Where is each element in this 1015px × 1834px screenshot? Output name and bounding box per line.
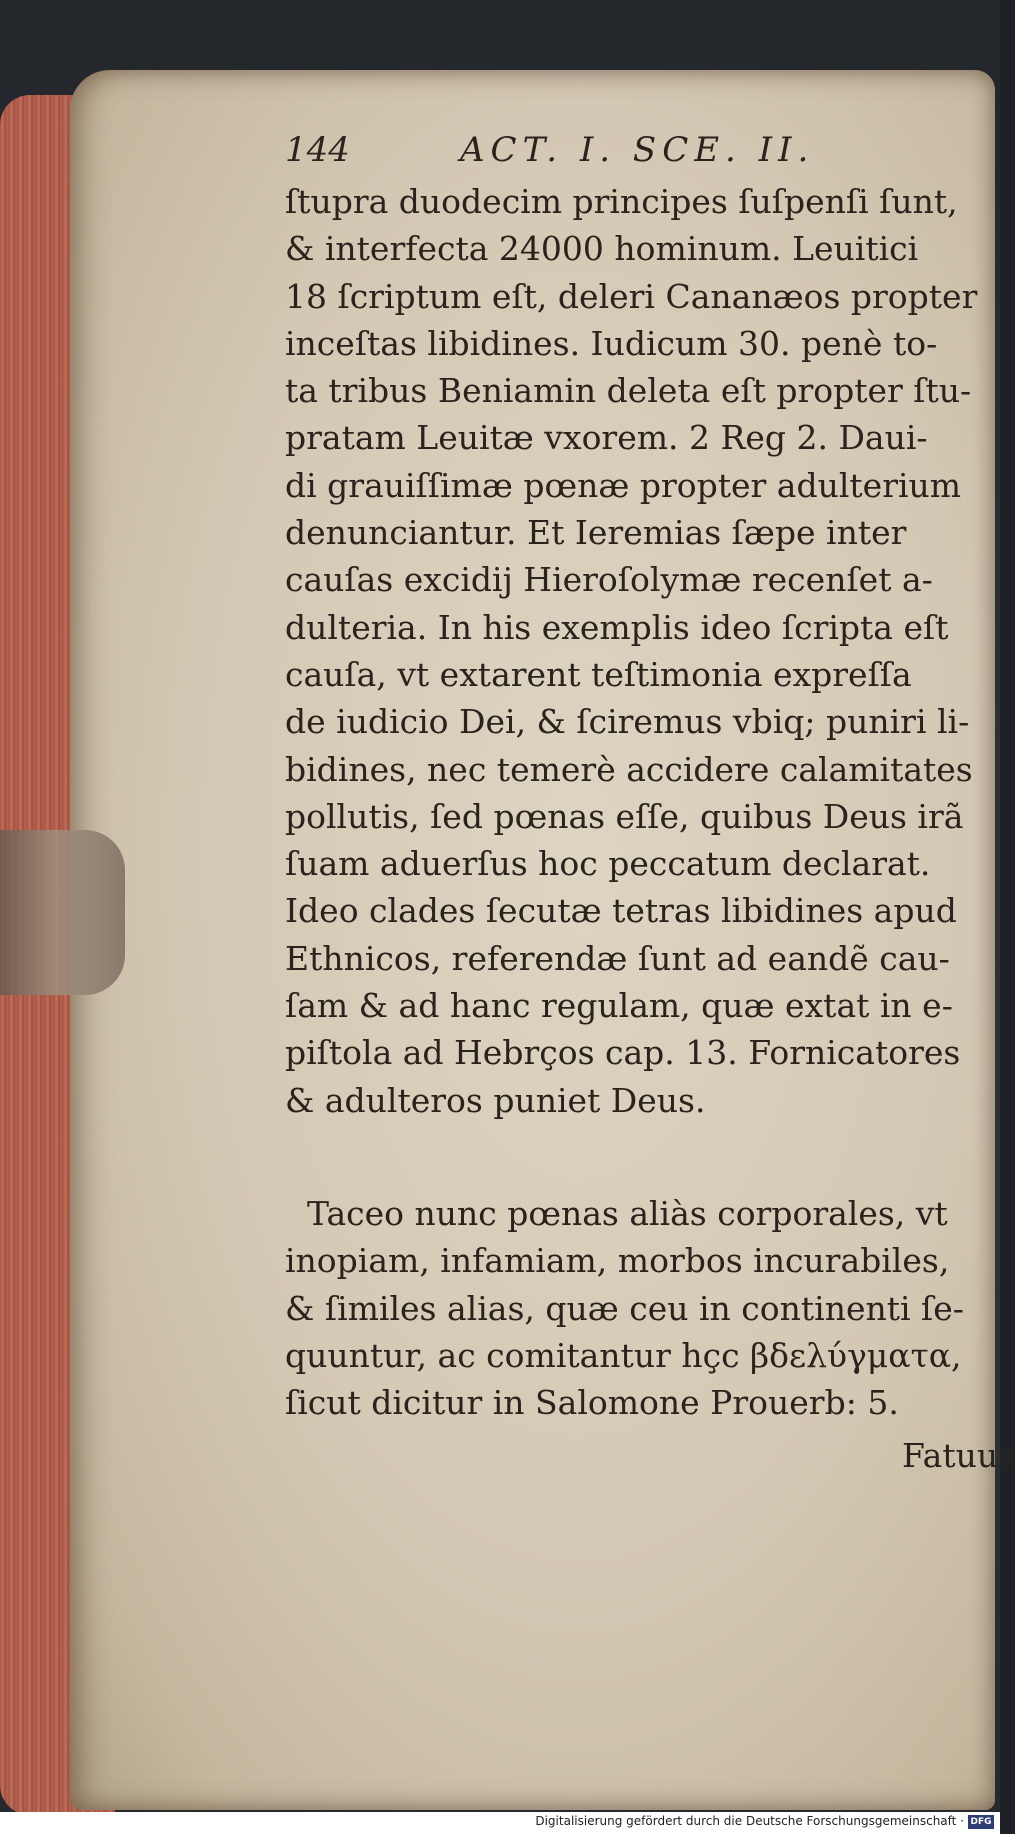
text-line: & interfecta 24000 hominum. Leuitici: [285, 229, 919, 269]
text-line: 18 ſcriptum eſt, deleri Cananæos propter: [285, 276, 978, 316]
text-line: inceſtas libidines. Iudicum 30. penè to-: [285, 323, 938, 363]
text-line: ſuam aduerſus hoc peccatum declarat.: [285, 844, 931, 884]
text-line: & ſimiles alias, quæ ceu in continenti ſe-: [285, 1288, 964, 1328]
text-line: bidines, nec temerè accidere calamitates: [285, 749, 973, 789]
text-line: ſicut dicitur in Salomone Prouerb: 5.: [285, 1383, 899, 1423]
text-line: Ideo clades ſecutæ tetras libidines apud: [285, 891, 957, 931]
book-clasp: [0, 830, 125, 995]
catchword: Fatuus: [902, 1436, 1015, 1475]
text-line: de iudicio Dei, & ſciremus vbiq; puniri li-: [285, 702, 970, 742]
text-line: Taceo nunc pœnas aliàs corporales, vt: [307, 1194, 948, 1233]
text-line: ta tribus Beniamin deleta eſt propter ſtu-: [285, 371, 972, 411]
text-line: cauſa, vt extarent teſtimonia expreſſa: [285, 654, 912, 694]
text-line: & adulteros puniet Deus.: [285, 1080, 706, 1120]
text-line: denunciantur. Et Ieremias ſæpe inter: [285, 513, 907, 553]
text-line: dulteria. In his exemplis ideo ſcripta eſt: [285, 607, 949, 647]
page-header: [285, 130, 1005, 174]
text-line: quuntur, ac comitantur hçc βδελύγματα,: [285, 1335, 962, 1375]
text-line: di grauiſſimæ pœnæ propter adulterium: [285, 465, 962, 505]
text-line: pollutis, ſed pœnas eſſe, quibus Deus irã: [285, 796, 964, 836]
running-title: ACT. I. SCE. II.: [460, 130, 815, 170]
text-line: cauſas excidij Hieroſolymæ recenſet a-: [285, 560, 933, 600]
text-line: ſtupra duodecim principes ſuſpenſi ſunt,: [285, 182, 958, 221]
text-line: piſtola ad Hebrços cap. 13. Fornicatores: [285, 1033, 961, 1073]
text-line: inopiam, infamiam, morbos incurabiles,: [285, 1241, 950, 1281]
paragraph-1: [285, 178, 1005, 1124]
page-number: 144: [285, 130, 350, 170]
text-line: ſam & ad hanc regulam, quæ extat in e-: [285, 986, 953, 1026]
digitization-credit: Digitalisierung gefördert durch die Deutsche Forschungsgemeinschaft ·: [535, 1814, 964, 1828]
text-line: pratam Leuitæ vxorem. 2 Reg 2. Daui-: [285, 418, 928, 458]
text-line: Ethnicos, referendæ ſunt ad eandẽ cau-: [285, 938, 950, 978]
paragraph-2: [285, 1190, 1005, 1426]
dfg-logo: DFG: [968, 1815, 994, 1829]
